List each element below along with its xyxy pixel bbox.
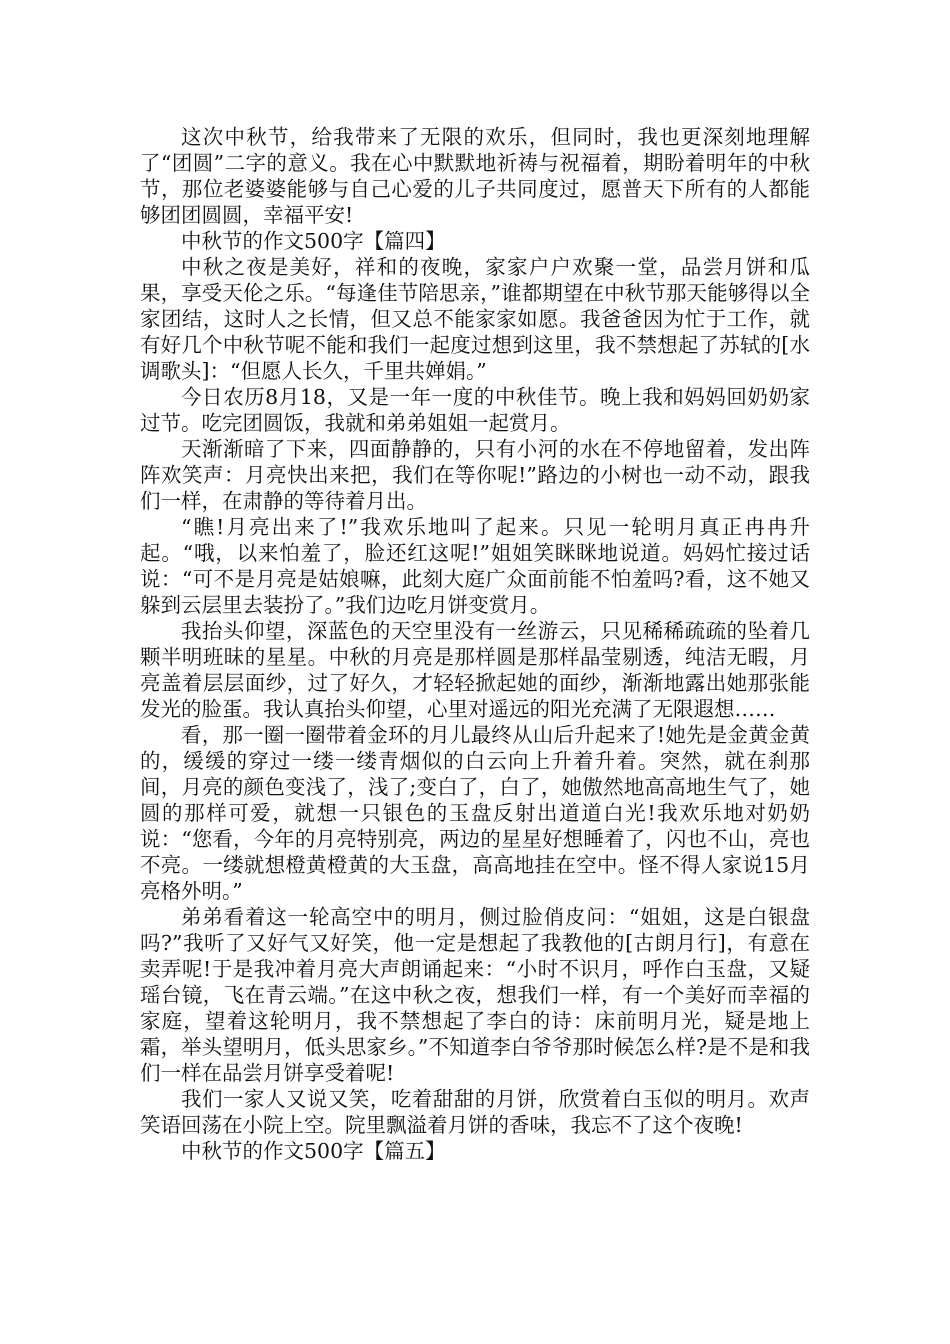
paragraph-golden-moon: 看，那一圈一圈带着金环的月儿最终从山后升起来了!她先是金黄金黄的，缓缓的穿过一缕一缕青烟似的白云向上升着升着。突然，就在刹那间，月亮的颜色变浅了，浅了;变白了，白了，她傲然地高高地生气了，她圆的那样可爱，就想一只银色的玉盘反射出道道白光!我欢乐地对奶奶说：“您看，今年的月亮特别亮，两边的星星好想睡着了，闪也不山，亮也不亮。一缕就想橙黄橙黄的大玉盘，高高地挂在空中。怪不得人家说15月亮格外明。” [140, 723, 810, 903]
paragraph-mid-autumn-night: 中秋之夜是美好，祥和的夜晚，家家户户欢聚一堂，品尝月饼和瓜果，享受天伦之乐。“每逢佳节陪思亲，”谁都期望在中秋节那天能够得以全家团结，这时人之长情，但又总不能家家如愿。我爸爸因为忙于工作，就有好几个中秋节呢不能和我们一起度过想到这里，我不禁想起了苏轼的[水调歌头]：“但愿人长久，千里共婵娟。” [140, 255, 810, 383]
paragraph-brother-question: 弟弟看着这一轮高空中的明月，侧过脸俏皮问：“姐姐，这是白银盘吗?”我听了又好气又好笑，他一定是想起了我教他的[古朗月行]，有意在卖弄呢!于是我冲着月亮大声朗诵起来：“小时不识月，呼作白玉盘，又疑瑶台镜，飞在青云端。”在这中秋之夜，想我们一样，有一个美好而幸福的家庭，望着这轮明月，我不禁想起了李白的诗：床前明月光，疑是地上霜，举头望明月，低头思家乡。”不知道李白爷爷那时候怎么样?是不是和我们一样在品尝月饼享受着呢! [140, 905, 810, 1085]
paragraph-dusk: 天渐渐暗了下来，四面静静的，只有小河的水在不停地留着，发出阵阵欢笑声：月亮快出来把，我们在等你呢!”路边的小树也一动不动，跟我们一样，在肃静的等待着月出。 [140, 437, 810, 513]
paragraph-moonrise: “瞧!月亮出来了!”我欢乐地叫了起来。只见一轮明月真正冉冉升起。“哦，以来怕羞了，脸还红这呢!”姐姐笑眯眯地说道。妈妈忙接过话说：“可不是月亮是姑娘嘛，此刻大庭广众面前能不怕羞吗?看，这不她又躲到云层里去装扮了。”我们边吃月饼变赏月。 [140, 515, 810, 617]
section-heading-part-5: 中秋节的作文500字【篇五】 [181, 1139, 446, 1163]
paragraph-family-laughter: 我们一家人又说又笑，吃着甜甜的月饼，欣赏着白玉似的明月。欢声笑语回荡在小院上空。院里飘溢着月饼的香味，我忘不了这个夜晚! [140, 1087, 810, 1137]
document-body [140, 124, 810, 1164]
paragraph-closing-reflection: 这次中秋节，给我带来了无限的欢乐，但同时，我也更深刻地理解了“团圆”二字的意义。我在心中默默地祈祷与祝福着，期盼着明年的中秋节，那位老婆婆能够与自己心爱的儿子共同度过，愿普天下所有的人都能够团团圆圆，幸福平安! [140, 125, 810, 227]
paragraph-night-sky: 我抬头仰望，深蓝色的天空里没有一丝游云，只见稀稀疏疏的坠着几颗半明班昧的星星。中秋的月亮是那样圆是那样晶莹剔透，纯洁无暇，月亮盖着层层面纱，过了好久，才轻轻掀起她的面纱，渐渐地露出她那张能发光的脸蛋。我认真抬头仰望，心里对遥远的阳光充满了无限遐想…… [140, 619, 810, 721]
paragraph-lunar-date: 今日农历8月18，又是一年一度的中秋佳节。晚上我和妈妈回奶奶家过节。吃完团圆饭，我就和弟弟姐姐一起赏月。 [140, 385, 810, 435]
section-heading-part-4: 中秋节的作文500字【篇四】 [181, 229, 446, 253]
